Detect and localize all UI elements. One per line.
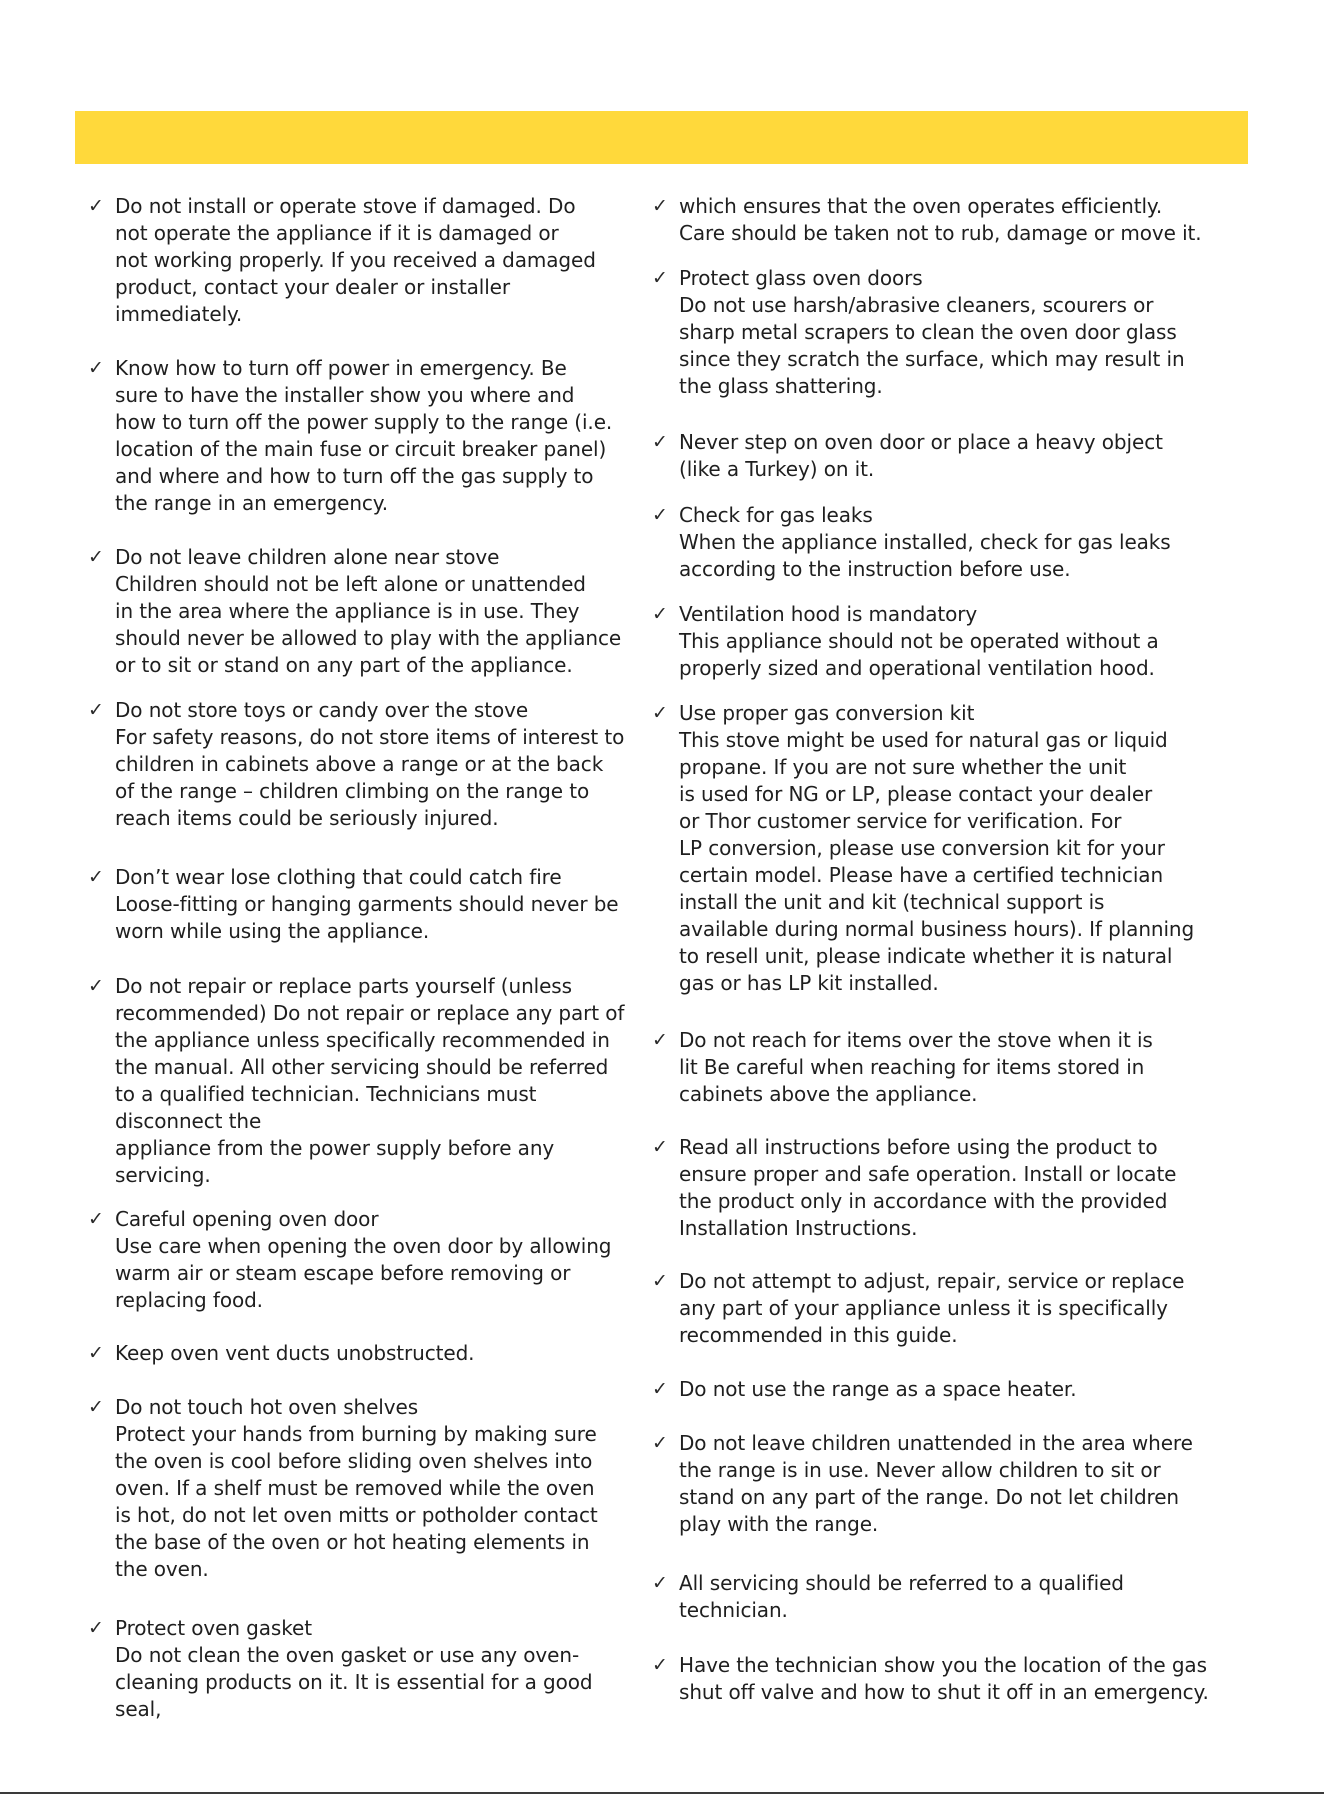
footer-rule xyxy=(0,1792,1324,1794)
check-icon: ✓ xyxy=(652,1654,668,1676)
check-icon: ✓ xyxy=(88,1396,104,1418)
item-text-line: For safety reasons, do not store items of interest to xyxy=(115,725,625,749)
item-text-line: Do not reach for items over the stove when it is xyxy=(679,1028,1153,1052)
item-text-line: Use care when opening the oven door by allowing xyxy=(115,1234,612,1258)
item-text-line: to a qualified technician. Technicians must xyxy=(115,1082,537,1106)
item-text-line: replacing food. xyxy=(115,1288,263,1312)
item-text-line: install the unit and kit (technical support is xyxy=(679,890,1105,914)
safety-item xyxy=(652,700,1239,997)
item-text-line: Do not leave children alone near stove xyxy=(115,545,500,569)
item-text-line: of the range – children climbing on the range to xyxy=(115,779,590,803)
safety-item xyxy=(88,544,675,679)
safety-item xyxy=(652,1376,1239,1403)
check-icon: ✓ xyxy=(652,702,668,724)
item-text-line: Don’t wear lose clothing that could catch fire xyxy=(115,865,562,889)
item-text-line: to resell unit, please indicate whether it is natural xyxy=(679,944,1173,968)
safety-item xyxy=(652,1027,1239,1108)
item-text-line: sure to have the installer show you where and xyxy=(115,383,575,407)
item-text-line: is hot, do not let oven mitts or potholder contact xyxy=(115,1503,598,1527)
item-text-line: Read all instructions before using the product to xyxy=(679,1135,1158,1159)
item-text-line: oven. If a shelf must be removed while the oven xyxy=(115,1476,595,1500)
safety-item xyxy=(88,193,675,328)
safety-item xyxy=(652,601,1239,682)
item-text-line: certain model. Please have a certified technician xyxy=(679,863,1164,887)
item-text-line: gas or has LP kit installed. xyxy=(679,971,939,995)
item-text-line: or to sit or stand on any part of the appliance. xyxy=(115,653,573,677)
item-text-line: Protect oven gasket xyxy=(115,1616,312,1640)
item-text-line: in the area where the appliance is in use. They xyxy=(115,599,580,623)
item-text-line: Careful opening oven door xyxy=(115,1207,379,1231)
safety-item xyxy=(652,193,1239,247)
item-text-line: the appliance unless specifically recommended in xyxy=(115,1028,610,1052)
check-icon: ✓ xyxy=(88,1342,104,1364)
item-text-line: the oven is cool before sliding oven shelves into xyxy=(115,1449,593,1473)
item-text-line: or Thor customer service for verification. For xyxy=(679,809,1122,833)
item-text-line: Check for gas leaks xyxy=(679,503,873,527)
item-text-line: Have the technician show you the location of the gas xyxy=(679,1653,1207,1677)
item-text-line: Do not store toys or candy over the stove xyxy=(115,698,529,722)
item-text-line: seal, xyxy=(115,1697,162,1721)
item-text-line: stand on any part of the range. Do not let children xyxy=(679,1485,1180,1509)
item-text-line: Do not use the range as a space heater. xyxy=(679,1377,1077,1401)
item-text-line: This appliance should not be operated without a xyxy=(679,629,1159,653)
item-text-line: Do not use harsh/abrasive cleaners, scourers or xyxy=(679,293,1154,317)
safety-item xyxy=(652,1570,1239,1624)
check-icon: ✓ xyxy=(652,1270,668,1292)
item-text-line: Do not install or operate stove if damaged. Do xyxy=(115,194,576,218)
safety-item xyxy=(88,1615,675,1723)
item-text-line: children in cabinets above a range or at the back xyxy=(115,752,604,776)
item-text-line: since they scratch the surface, which may result in xyxy=(679,347,1185,371)
item-text-line: the base of the oven or hot heating elements in xyxy=(115,1530,590,1554)
item-text-line: reach items could be seriously injured. xyxy=(115,806,499,830)
item-text-line: warm air or steam escape before removing or xyxy=(115,1261,571,1285)
item-text-line: Do not touch hot oven shelves xyxy=(115,1395,419,1419)
safety-item xyxy=(652,1268,1239,1349)
safety-item xyxy=(652,502,1239,583)
check-icon: ✓ xyxy=(652,1136,668,1158)
item-text-line: Do not repair or replace parts yourself (unless xyxy=(115,974,572,998)
item-text-line: disconnect the xyxy=(115,1109,262,1133)
item-text-line: (like a Turkey) on it. xyxy=(679,457,875,481)
item-text-line: how to turn off the power supply to the range (i.e. xyxy=(115,410,613,434)
item-text-line: according to the instruction before use. xyxy=(679,557,1071,581)
check-icon: ✓ xyxy=(652,267,668,289)
item-text-line: Children should not be left alone or unattended xyxy=(115,572,586,596)
check-icon: ✓ xyxy=(88,699,104,721)
item-text-line: Use proper gas conversion kit xyxy=(679,701,975,725)
check-icon: ✓ xyxy=(652,504,668,526)
check-icon: ✓ xyxy=(652,1029,668,1051)
item-text-line: the manual. All other servicing should be referred xyxy=(115,1055,609,1079)
check-icon: ✓ xyxy=(88,866,104,888)
check-icon: ✓ xyxy=(652,431,668,453)
safety-item xyxy=(88,1340,675,1367)
check-icon: ✓ xyxy=(88,1208,104,1230)
item-text-line: recommended) Do not repair or replace any part of xyxy=(115,1001,625,1025)
safety-item xyxy=(652,1430,1239,1538)
check-icon: ✓ xyxy=(652,195,668,217)
item-text-line: which ensures that the oven operates efficiently. xyxy=(679,194,1163,218)
item-text-line: the range is in use. Never allow children to sit or xyxy=(679,1458,1161,1482)
check-icon: ✓ xyxy=(652,1572,668,1594)
item-text-line: lit Be careful when reaching for items stored in xyxy=(679,1055,1145,1079)
item-text-line: Care should be taken not to rub, damage or move it. xyxy=(679,221,1202,245)
check-icon: ✓ xyxy=(88,546,104,568)
item-text-line: sharp metal scrapers to clean the oven door glass xyxy=(679,320,1177,344)
item-text-line: recommended in this guide. xyxy=(679,1323,958,1347)
item-text-line: not working properly. If you received a damaged xyxy=(115,248,596,272)
item-text-line: Never step on oven door or place a heavy object xyxy=(679,430,1163,454)
item-text-line: cabinets above the appliance. xyxy=(679,1082,978,1106)
item-text-line: play with the range. xyxy=(679,1512,879,1536)
item-text-line: shut off valve and how to shut it off in an emergency. xyxy=(679,1680,1209,1704)
item-text-line: should never be allowed to play with the appliance xyxy=(115,626,622,650)
check-icon: ✓ xyxy=(652,1378,668,1400)
safety-item xyxy=(652,1652,1239,1706)
item-text-line: cleaning products on it. It is essential for a good xyxy=(115,1670,593,1694)
safety-item xyxy=(652,429,1239,483)
item-text-line: is used for NG or LP, please contact your dealer xyxy=(679,782,1153,806)
safety-item xyxy=(652,1134,1239,1242)
item-text-line: Installation Instructions. xyxy=(679,1216,918,1240)
item-text-line: servicing. xyxy=(115,1163,211,1187)
item-text-line: propane. If you are not sure whether the unit xyxy=(679,755,1127,779)
item-text-line: immediately. xyxy=(115,302,243,326)
item-text-line: location of the main fuse or circuit breaker panel) xyxy=(115,437,607,461)
safety-item xyxy=(652,265,1239,400)
safety-item xyxy=(88,697,675,832)
safety-item xyxy=(88,355,675,517)
item-text-line: Loose-fitting or hanging garments should never be xyxy=(115,892,619,916)
check-icon: ✓ xyxy=(88,975,104,997)
item-text-line: Do not leave children unattended in the area where xyxy=(679,1431,1193,1455)
item-text-line: appliance from the power supply before any xyxy=(115,1136,555,1160)
item-text-line: technician. xyxy=(679,1598,788,1622)
item-text-line: Protect glass oven doors xyxy=(679,266,923,290)
item-text-line: Protect your hands from burning by making sure xyxy=(115,1422,597,1446)
item-text-line: Keep oven vent ducts unobstructed. xyxy=(115,1341,475,1365)
item-text-line: the glass shattering. xyxy=(679,374,883,398)
safety-item xyxy=(88,1394,675,1583)
item-text-line: the range in an emergency. xyxy=(115,491,388,515)
check-icon: ✓ xyxy=(88,195,104,217)
item-text-line: properly sized and operational ventilation hood. xyxy=(679,656,1155,680)
item-text-line: any part of your appliance unless it is specifically xyxy=(679,1296,1168,1320)
item-text-line: Do not clean the oven gasket or use any oven- xyxy=(115,1643,580,1667)
check-icon: ✓ xyxy=(88,1617,104,1639)
safety-item xyxy=(88,864,675,945)
check-icon: ✓ xyxy=(88,357,104,379)
item-text-line: When the appliance installed, check for gas leaks xyxy=(679,530,1171,554)
check-icon: ✓ xyxy=(652,1432,668,1454)
item-text-line: the product only in accordance with the provided xyxy=(679,1189,1168,1213)
item-text-line: the oven. xyxy=(115,1557,209,1581)
item-text-line: This stove might be used for natural gas or liquid xyxy=(679,728,1168,752)
item-text-line: Ventilation hood is mandatory xyxy=(679,602,978,626)
check-icon: ✓ xyxy=(652,603,668,625)
item-text-line: LP conversion, please use conversion kit for your xyxy=(679,836,1165,860)
item-text-line: not operate the appliance if it is damaged or xyxy=(115,221,559,245)
item-text-line: Know how to turn off power in emergency. Be xyxy=(115,356,567,380)
safety-item xyxy=(88,1206,675,1314)
header-banner xyxy=(75,111,1248,164)
item-text-line: Do not attempt to adjust, repair, service or replace xyxy=(679,1269,1185,1293)
item-text-line: product, contact your dealer or installer xyxy=(115,275,510,299)
item-text-line: All servicing should be referred to a qualified xyxy=(679,1571,1124,1595)
item-text-line: ensure proper and safe operation. Install or locate xyxy=(679,1162,1177,1186)
item-text-line: available during normal business hours). If planning xyxy=(679,917,1195,941)
item-text-line: worn while using the appliance. xyxy=(115,919,430,943)
safety-item xyxy=(88,973,675,1189)
item-text-line: and where and how to turn off the gas supply to xyxy=(115,464,594,488)
